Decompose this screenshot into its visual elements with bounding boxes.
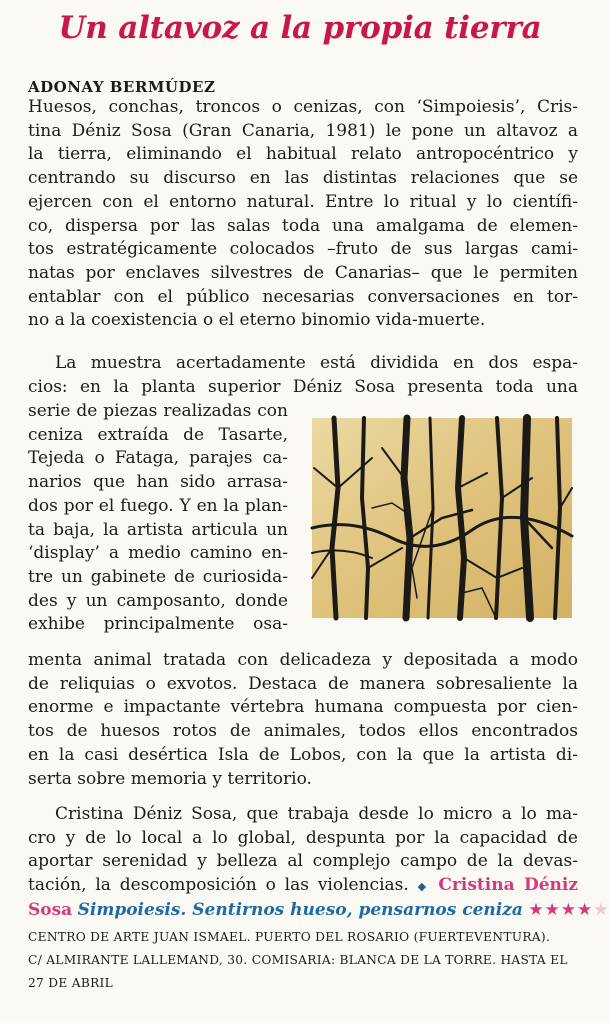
artist-name-cont: Sosa	[28, 899, 73, 920]
venue-line: C/ ALMIRANTE LALLEMAND, 30. COMISARIA: BLANCA DE LA TORRE. HASTA EL	[28, 953, 568, 967]
article-title: Un altavoz a la propia tierra	[58, 10, 542, 46]
text-line: menta animal tratada con delicadeza y depositada a modo	[28, 650, 578, 670]
text-line: entablar con el público necesarias conversaciones en tor-	[28, 286, 578, 307]
text-line: serie de piezas realizadas con	[28, 401, 288, 421]
venue-line: 27 DE ABRIL	[28, 976, 114, 990]
text-line: Tejeda o Fataga, parajes ca-	[28, 448, 288, 469]
author-byline: ADONAY BERMÚDEZ	[28, 78, 216, 96]
text-line: dos por el fuego. Y en la plan-	[28, 495, 288, 516]
artist-name: Cristina Déniz	[438, 875, 579, 896]
text-line: La muestra acertadamente está dividida en dos espa-	[55, 353, 578, 373]
text-fragment: tación, la descomposición o las violencias.	[28, 875, 409, 896]
text-line: serta sobre memoria y territorio.	[28, 768, 312, 789]
text-line: narios que han sido arrasa-	[28, 472, 288, 493]
text-line: ejercen con el entorno natural. Entre lo ritual y lo científi-	[28, 191, 578, 212]
text-line: Cristina Déniz Sosa, que trabaja desde lo micro a lo ma-	[55, 804, 578, 824]
text-line	[28, 874, 578, 899]
star-icon-empty: ★	[593, 899, 610, 920]
star-icon-filled: ★★★★	[528, 899, 594, 920]
credit-line	[28, 899, 610, 923]
text-line: tos estratégicamente colocados –fruto de sus largas cami-	[28, 239, 578, 260]
bullet-icon: ◆	[417, 880, 430, 894]
text-line: co, dispersa por las salas toda una amalgama de elemen-	[28, 215, 578, 236]
rating-stars	[528, 900, 609, 920]
text-line: cro y de lo local a lo global, despunta por la capacidad de	[28, 827, 578, 848]
text-line: la tierra, eliminando el habitual relato antropocéntrico y	[28, 144, 578, 165]
tree-trunks-image	[312, 418, 572, 618]
text-line: enorme e impactante vértebra humana compuesta por cien-	[28, 697, 578, 718]
text-line: tos de huesos rotos de animales, todos ellos encontrados	[28, 721, 578, 742]
venue-info	[28, 926, 578, 995]
paragraph-2-top	[28, 352, 578, 399]
text-line: en la casi desértica Isla de Lobos, con la que la artista di-	[28, 744, 578, 765]
text-line: Huesos, conchas, troncos o cenizas, con ‘Simpoiesis’, Cris-	[28, 97, 578, 117]
text-line: tina Déniz Sosa (Gran Canaria, 1981) le pone un altavoz a	[28, 120, 578, 141]
paragraph-2-bottom	[28, 649, 578, 791]
text-line: no a la coexistencia o el eterno binomio vida-muerte.	[28, 310, 486, 331]
text-line: natas por enclaves silvestres de Canarias– que le permiten	[28, 262, 578, 283]
text-line: cios: en la planta superior Déniz Sosa presenta toda una	[28, 376, 578, 397]
work-title: Simpoiesis. Sentirnos hueso, pensarnos ceniza	[77, 899, 523, 920]
text-line: aportar serenidad y belleza al complejo campo de la devas-	[28, 851, 578, 872]
text-line: exhibe principalmente osa-	[28, 614, 288, 635]
text-line: ceniza extraída de Tasarte,	[28, 424, 288, 445]
paragraph-2-wrapped	[28, 400, 288, 637]
text-line: ta baja, la artista articula un	[28, 519, 288, 540]
paragraph-1	[28, 96, 578, 333]
text-line: de reliquias o exvotos. Destaca de manera sobresaliente la	[28, 673, 578, 694]
text-line: des y un camposanto, donde	[28, 590, 288, 611]
venue-line: CENTRO DE ARTE JUAN ISMAEL. PUERTO DEL ROSARIO (FUERTEVENTURA).	[28, 930, 551, 944]
text-line: ‘display’ a medio camino en-	[28, 543, 288, 564]
paragraph-3	[28, 803, 610, 923]
text-line: centrando su discurso en las distintas relaciones que se	[28, 168, 578, 189]
artwork-photo	[312, 418, 572, 618]
text-line: tre un gabinete de curiosida-	[28, 566, 288, 587]
